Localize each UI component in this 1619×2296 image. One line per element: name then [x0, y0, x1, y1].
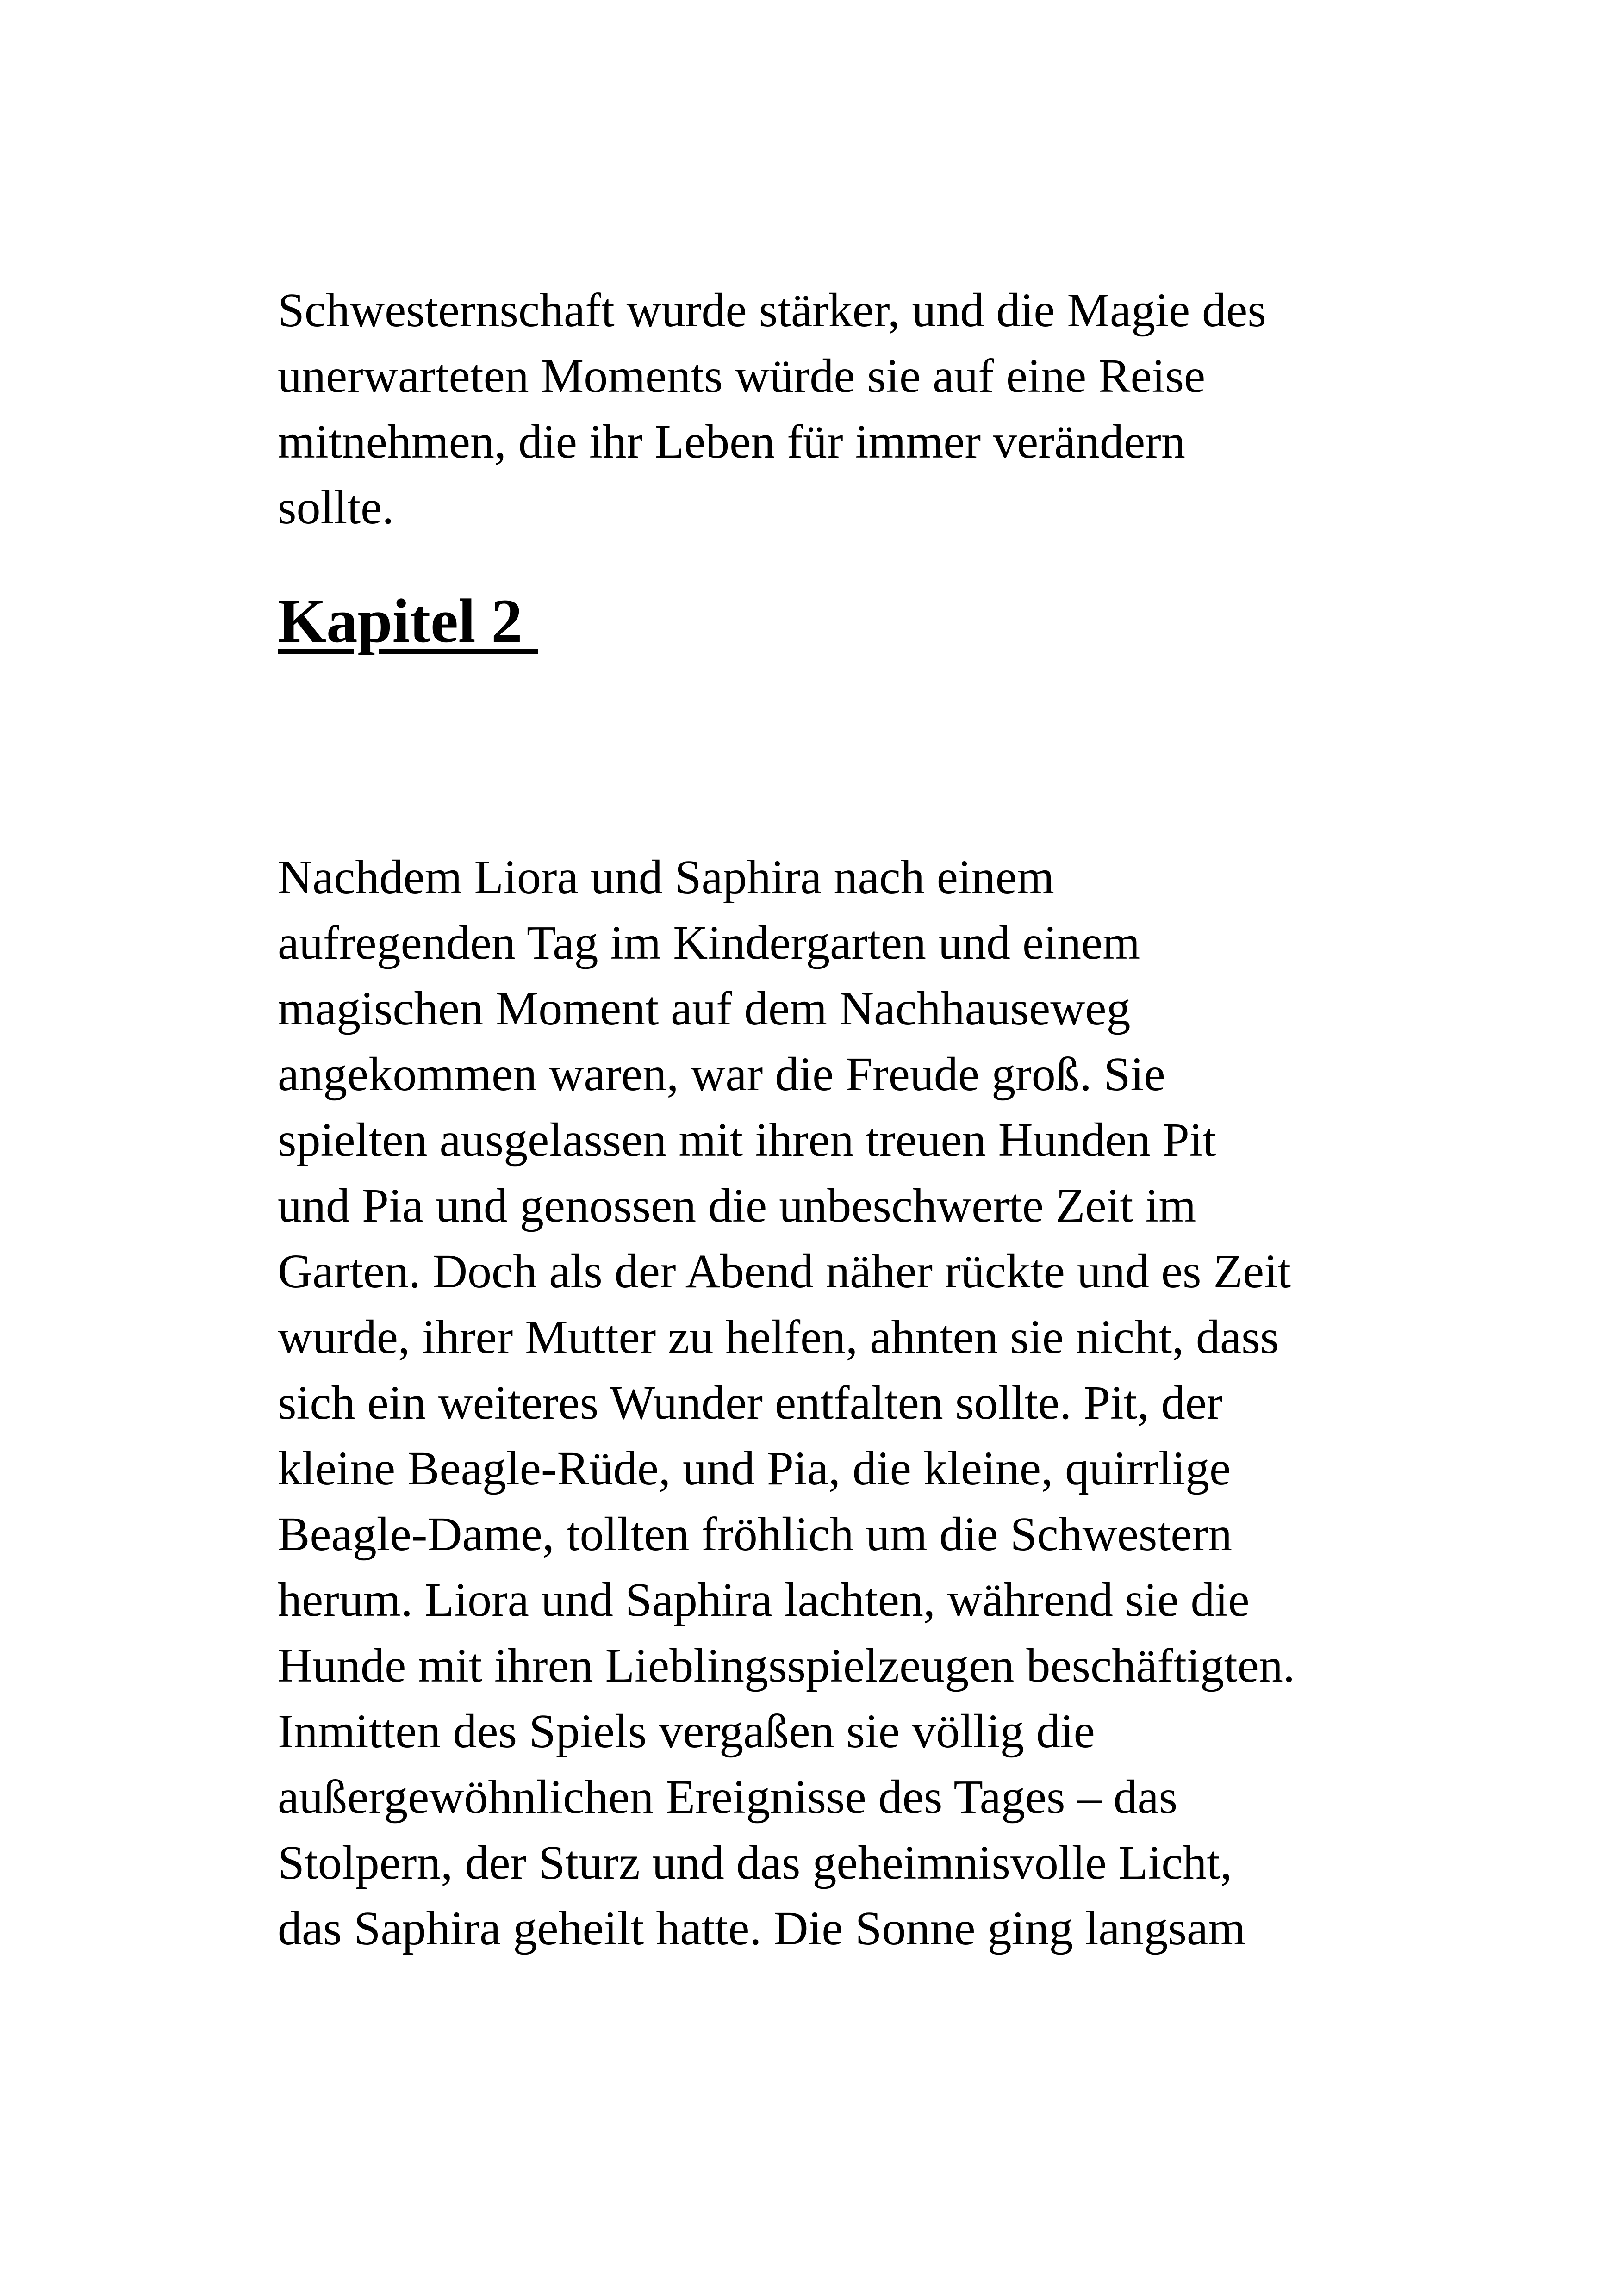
- text-line: außergewöhnlichen Ereignisse des Tages – das: [278, 1770, 1178, 1824]
- text-line: Schwesternschaft wurde stärker, und die Magie des: [278, 284, 1266, 337]
- text-line: wurde, ihrer Mutter zu helfen, ahnten sie nicht, dass: [278, 1310, 1279, 1364]
- text-line: aufregenden Tag im Kindergarten und einem: [278, 916, 1140, 969]
- text-line: sich ein weiteres Wunder entfalten sollte. Pit, der: [278, 1376, 1223, 1429]
- chapter-heading: Kapitel 2: [278, 587, 538, 656]
- text-line: Stolpern, der Sturz und das geheimnisvolle Licht,: [278, 1836, 1233, 1889]
- text-line: Nachdem Liora und Saphira nach einem: [278, 850, 1054, 904]
- text-line: herum. Liora und Saphira lachten, während sie die: [278, 1573, 1250, 1626]
- text-line: Inmitten des Spiels vergaßen sie völlig die: [278, 1705, 1095, 1758]
- text-line: kleine Beagle-Rüde, und Pia, die kleine, quirrlige: [278, 1442, 1231, 1495]
- paragraph-body: [278, 844, 1389, 1961]
- text-line: Garten. Doch als der Abend näher rückte und es Zeit: [278, 1245, 1291, 1298]
- text-line: angekommen waren, war die Freude groß. Sie: [278, 1048, 1165, 1101]
- text-line: Hunde mit ihren Lieblingsspielzeugen beschäftigten.: [278, 1639, 1295, 1692]
- text-line: das Saphira geheilt hatte. Die Sonne ging langsam: [278, 1902, 1246, 1955]
- paragraph-continuation: [278, 278, 1389, 540]
- text-line: und Pia und genossen die unbeschwerte Zeit im: [278, 1179, 1196, 1232]
- text-line: mitnehmen, die ihr Leben für immer verändern: [278, 415, 1185, 468]
- text-line: sollte.: [278, 481, 394, 534]
- text-line: spielten ausgelassen mit ihren treuen Hunden Pit: [278, 1113, 1216, 1167]
- text-line: Beagle-Dame, tollten fröhlich um die Schwestern: [278, 1508, 1233, 1561]
- text-line: unerwarteten Moments würde sie auf eine Reise: [278, 349, 1206, 403]
- text-line: magischen Moment auf dem Nachhauseweg: [278, 982, 1131, 1035]
